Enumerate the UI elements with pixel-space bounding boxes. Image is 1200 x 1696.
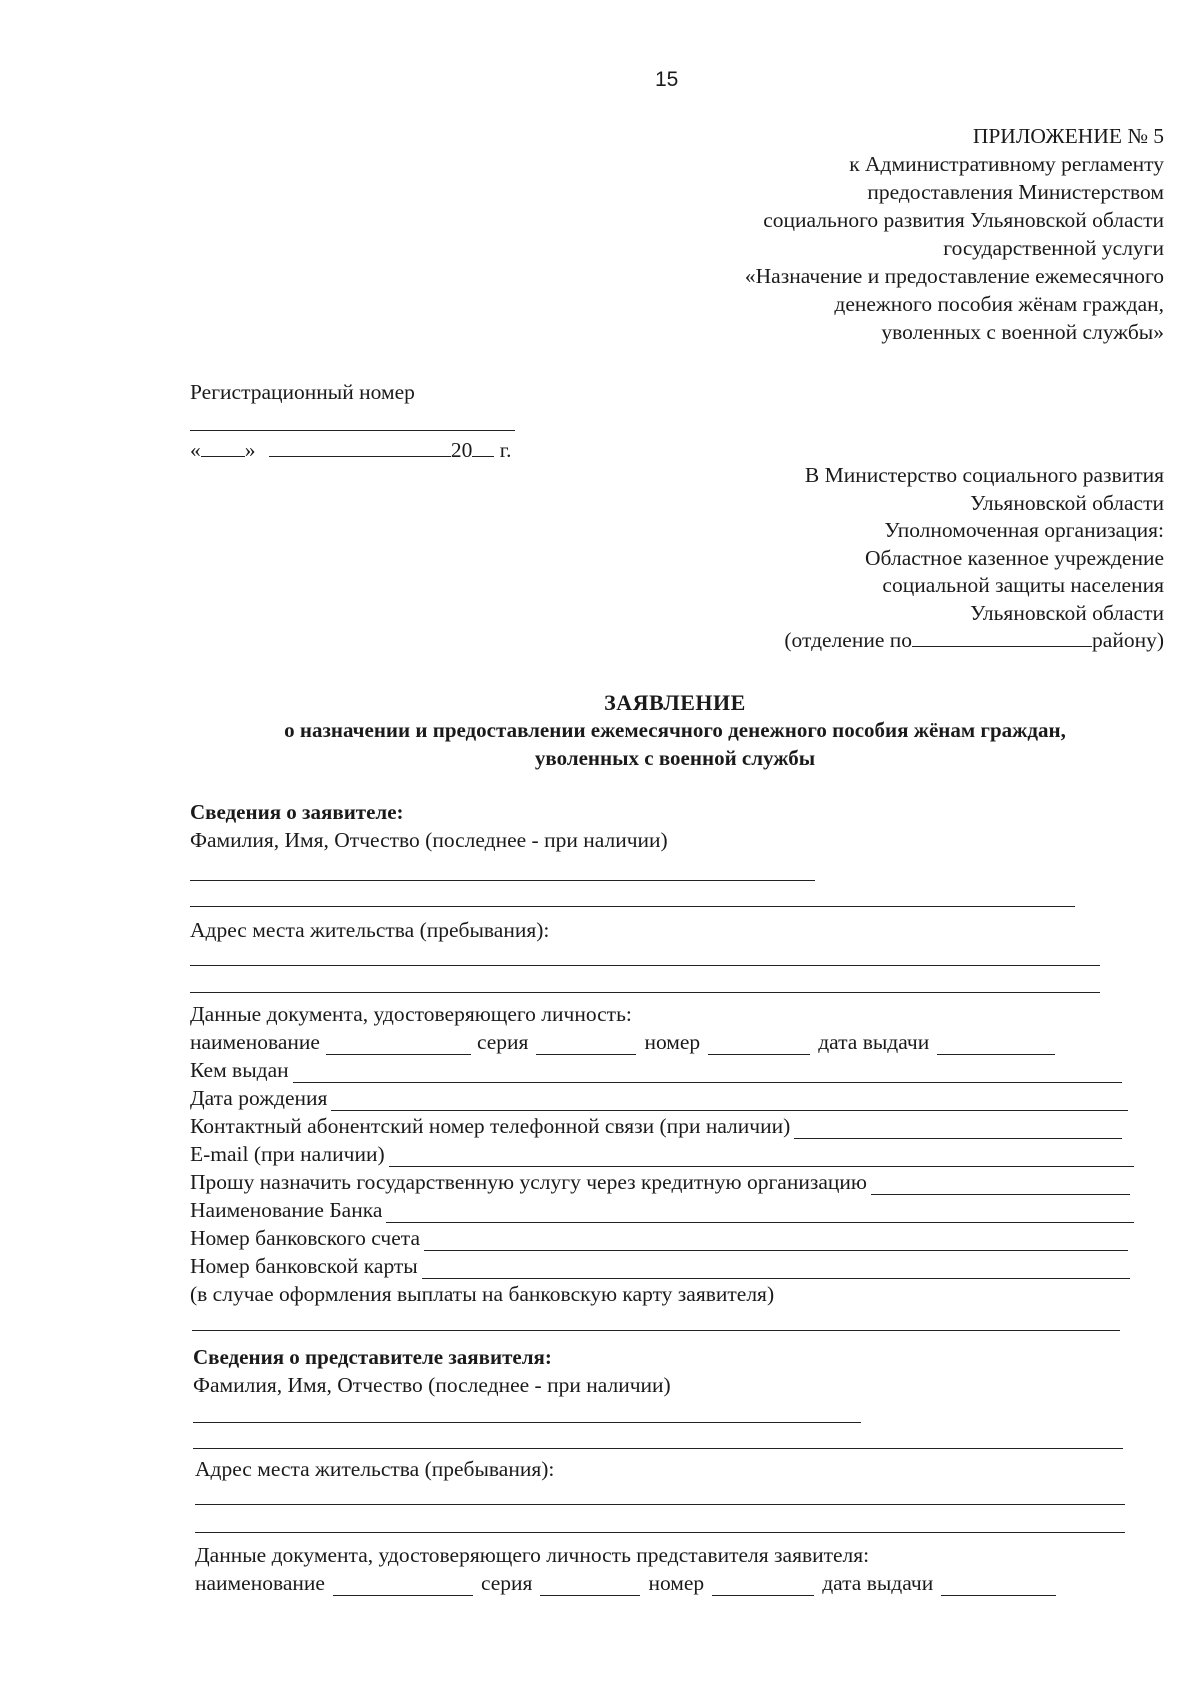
doc-date-label: дата выдачи [818, 1030, 930, 1054]
email-label: E-mail (при наличии) [190, 1142, 385, 1166]
applicant-extra-line[interactable] [192, 1330, 1120, 1331]
rep-doc-series-label: серия [480, 1571, 533, 1595]
representative-fio-line-2[interactable] [193, 1448, 1123, 1449]
phone-label: Контактный абонентский номер телефонной связи (при наличии) [190, 1114, 791, 1138]
doc-series-field[interactable] [536, 1036, 636, 1055]
birth-date-label: Дата рождения [190, 1086, 328, 1110]
appendix-line: социального развития Ульяновской области [763, 208, 1164, 232]
bank-name-field[interactable] [386, 1204, 1134, 1223]
rep-doc-number-label: номер [648, 1571, 705, 1595]
recipient-line: Ульяновской области [970, 490, 1164, 515]
phone-row [190, 1114, 1122, 1139]
registration-date-row [190, 438, 512, 463]
doc-name-field[interactable] [326, 1036, 471, 1055]
email-row [190, 1142, 1134, 1167]
account-label: Номер банковского счета [190, 1226, 420, 1250]
document-title: ЗАЯВЛЕНИЕ [604, 690, 746, 715]
bank-name-label: Наименование Банка [190, 1198, 383, 1222]
representative-address-line-2[interactable] [195, 1532, 1125, 1533]
registration-number-field[interactable] [190, 430, 515, 431]
rep-doc-date-field[interactable] [941, 1577, 1056, 1596]
rep-doc-series-field[interactable] [540, 1577, 640, 1596]
recipient-dept-line [784, 627, 1164, 655]
applicant-fio-label: Фамилия, Имя, Отчество (последнее - при наличии) [190, 828, 668, 852]
email-field[interactable] [389, 1148, 1134, 1167]
rep-doc-number-field[interactable] [712, 1577, 814, 1596]
representative-address-label: Адрес места жительства (пребывания): [195, 1457, 555, 1481]
district-field[interactable] [912, 628, 1092, 647]
document-subtitle-line2: уволенных с военной службы [534, 746, 816, 770]
appendix-line: государственной услуги [943, 236, 1164, 260]
rep-doc-date-label: дата выдачи [822, 1571, 934, 1595]
birth-date-row [190, 1086, 1128, 1111]
doc-series-label: серия [476, 1030, 529, 1054]
dept-suffix: району) [1092, 628, 1164, 652]
phone-field[interactable] [794, 1120, 1122, 1139]
doc-number-label: номер [644, 1030, 701, 1054]
service-via-field[interactable] [871, 1176, 1130, 1195]
representative-doc-label: Данные документа, удостоверяющего личность представителя заявителя: [195, 1543, 870, 1567]
document-subtitle-line1: о назначении и предоставлении ежемесячного денежного пособия жёнам граждан, [284, 718, 1066, 742]
day-field[interactable] [201, 438, 245, 457]
quote-close: » [244, 438, 256, 462]
recipient-line: социальной защиты населения [882, 573, 1164, 597]
month-field[interactable] [269, 438, 451, 457]
appendix-line: уволенных с военной службы» [881, 320, 1164, 344]
card-label: Номер банковской карты [190, 1254, 418, 1278]
bank-name-row [190, 1198, 1134, 1223]
appendix-line: к Административному регламенту [849, 152, 1164, 176]
quote-open: « [190, 438, 201, 462]
applicant-address-label: Адрес места жительства (пребывания): [190, 918, 550, 942]
recipient-line: Уполномоченная организация: [884, 518, 1164, 542]
card-row [190, 1254, 1130, 1279]
appendix-line: денежного пособия жёнам граждан, [834, 292, 1164, 316]
rep-doc-name-field[interactable] [333, 1577, 473, 1596]
applicant-address-line-2[interactable] [190, 992, 1100, 993]
applicant-doc-label: Данные документа, удостоверяющего личность: [190, 1002, 632, 1026]
year-suffix: г. [499, 438, 512, 462]
recipient-block [784, 462, 1164, 655]
recipient-line: Ульяновской области [970, 600, 1164, 625]
year-prefix: 20 [450, 438, 473, 462]
appendix-block [745, 122, 1164, 346]
applicant-fio-line-1[interactable] [190, 880, 815, 881]
service-via-row [190, 1170, 1130, 1195]
registration-label: Регистрационный номер [190, 380, 415, 404]
card-note: (в случае оформления выплаты на банковскую карту заявителя) [190, 1282, 775, 1306]
representative-fio-line-1[interactable] [193, 1422, 861, 1423]
recipient-line: В Министерство социального развития [804, 463, 1164, 487]
account-row [190, 1226, 1128, 1251]
service-via-label: Прошу назначить государственную услугу через кредитную организацию [190, 1170, 867, 1194]
appendix-line: «Назначение и предоставление ежемесячного [744, 264, 1164, 288]
account-field[interactable] [424, 1232, 1128, 1251]
birth-date-field[interactable] [331, 1092, 1128, 1111]
rep-doc-name-label: наименование [195, 1571, 325, 1595]
applicant-address-line-1[interactable] [190, 965, 1100, 966]
representative-fio-label: Фамилия, Имя, Отчество (последнее - при наличии) [193, 1373, 671, 1397]
issued-by-field[interactable] [293, 1064, 1122, 1083]
issued-by-row [190, 1058, 1122, 1083]
doc-name-label: наименование [190, 1030, 320, 1054]
doc-number-field[interactable] [708, 1036, 810, 1055]
card-field[interactable] [422, 1260, 1130, 1279]
dept-prefix: (отделение по [784, 628, 913, 652]
applicant-heading: Сведения о заявителе: [190, 800, 404, 824]
page-number: 15 [655, 68, 679, 91]
issued-by-label: Кем выдан [190, 1058, 289, 1082]
appendix-line: предоставления Министерством [867, 180, 1164, 204]
representative-doc-row [195, 1571, 1056, 1596]
representative-address-line-1[interactable] [195, 1504, 1125, 1505]
appendix-line: ПРИЛОЖЕНИЕ № 5 [972, 124, 1164, 148]
applicant-doc-row [190, 1030, 1055, 1055]
representative-heading: Сведения о представителе заявителя: [193, 1345, 552, 1369]
doc-date-field[interactable] [937, 1036, 1055, 1055]
applicant-fio-line-2[interactable] [190, 906, 1075, 907]
year-field[interactable] [472, 438, 494, 457]
recipient-line: Областное казенное учреждение [865, 545, 1164, 570]
